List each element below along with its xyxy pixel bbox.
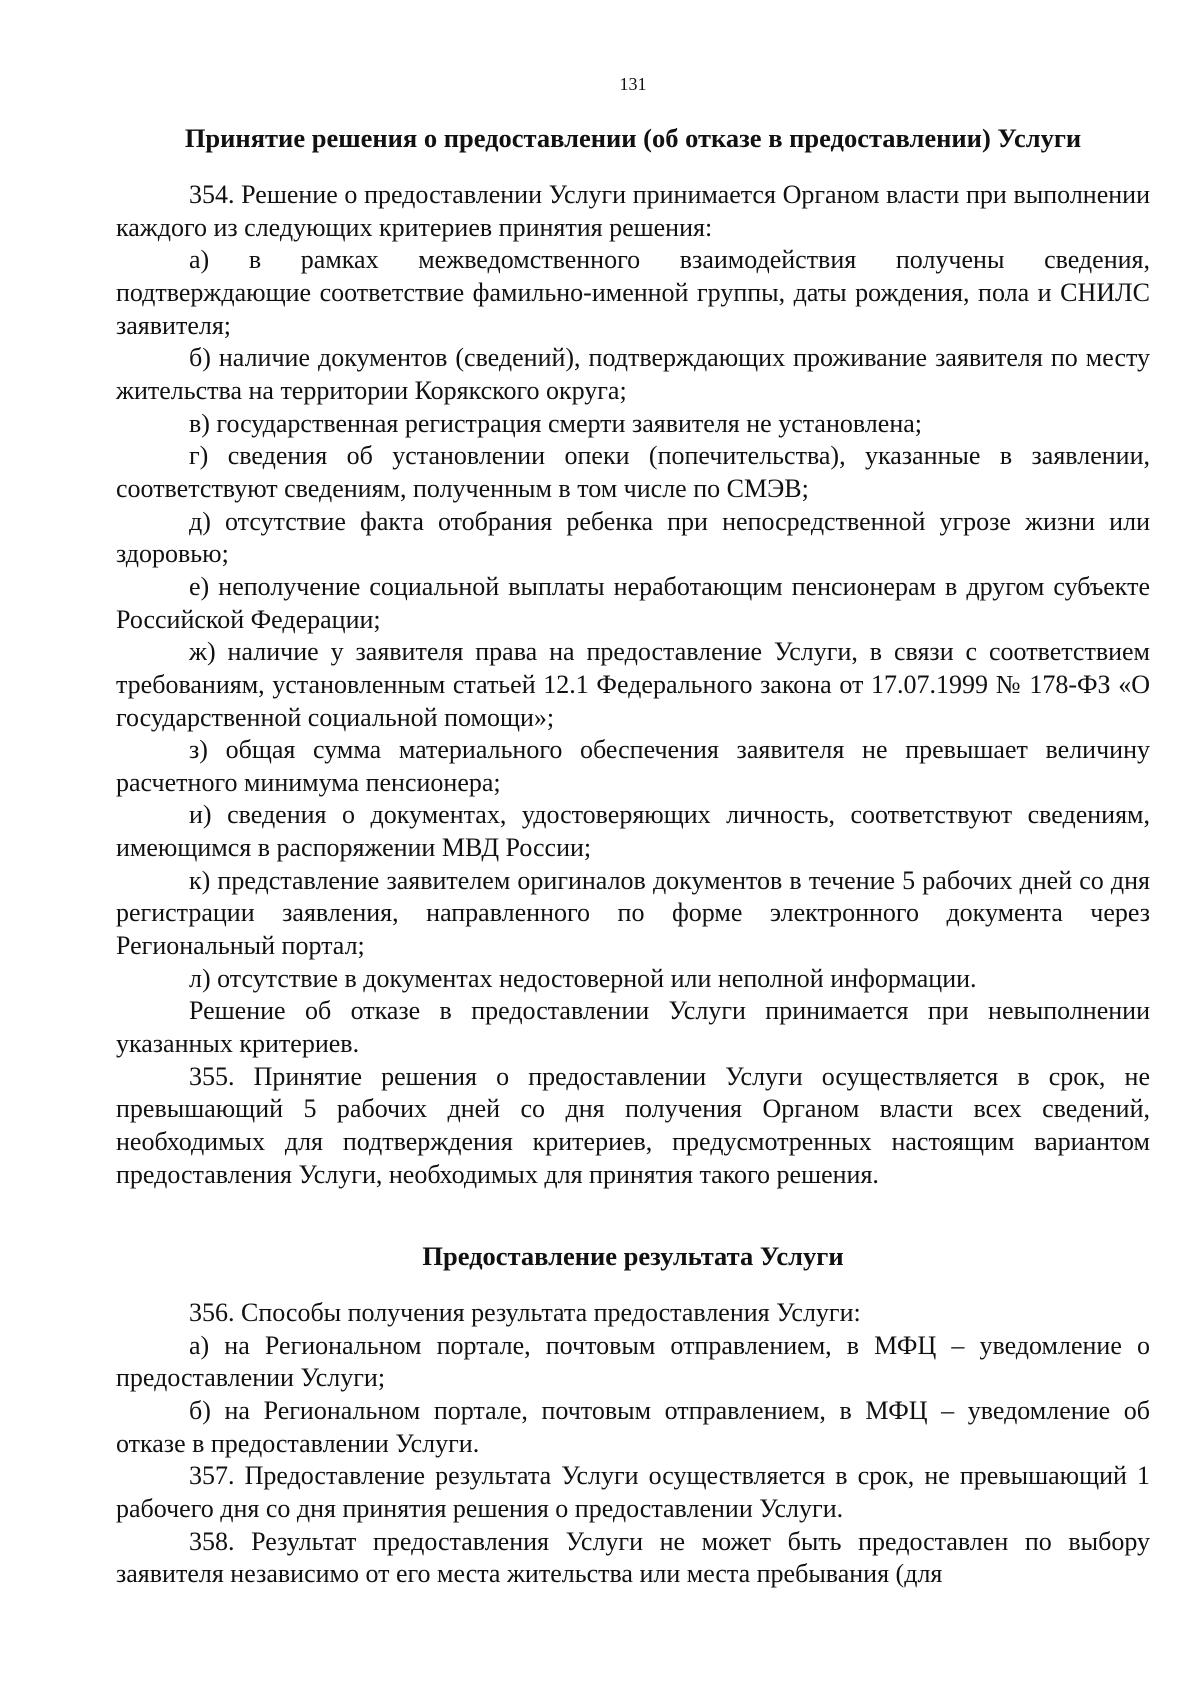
paragraph-refusal: Решение об отказе в предоставлении Услуги принимается при невыполнении указанных критериев. [116,996,1150,1059]
paragraph-354-k: к) представление заявителем оригиналов документов в течение 5 рабочих дней со дня регистрации заявления, направленного по форме электронного документа через Региональный портал; [116,865,1150,961]
paragraph-354-g: г) сведения об установлении опеки (попечительства), указанные в заявлении, соответствуют сведениям, полученным в том числе по СМЭВ; [116,441,1150,503]
paragraph-354-b: б) наличие документов (сведений), подтверждающих проживание заявителя по месту жительства на территории Корякского округа; [116,343,1150,405]
paragraph-354-z: з) общая сумма материального обеспечения заявителя не превышает величину расчетного минимума пенсионера; [116,735,1150,797]
paragraph-358: 358. Результат предоставления Услуги не может быть предоставлен по выбору заявителя независимо от его места жительства или места пребывания (для [116,1526,1150,1589]
section-heading-decision: Принятие решения о предоставлении (об отказе в предоставлении) Услуги [184,123,1082,153]
paragraph-354-l: л) отсутствие в документах недостоверной или неполной информации. [189,963,977,993]
paragraph-356-a: а) на Региональном портале, почтовым отправлением, в МФЦ – уведомление о предоставлении Услуги; [116,1330,1150,1393]
paragraph-354-i: и) сведения о документах, удостоверяющих личность, соответствуют сведениям, имеющимся в распоряжении МВД России; [116,800,1150,863]
paragraph-355: 355. Принятие решения о предоставлении Услуги осуществляется в срок, не превышающий 5 рабочих дней со дня получения Органом власти всех сведений, необходимых для подтверждения критериев, предусмотренных настоящим вариантом предоставления Услуги, необходимых для принятия такого решения. [116,1061,1150,1189]
paragraph-354-a: а) в рамках межведомственного взаимодействия получены сведения, подтверждающие соответствие фамильно-именной группы, даты рождения, пола и СНИЛС заявителя; [116,245,1150,340]
section-result [116,1297,1150,1591]
section-heading-result: Предоставление результата Услуги [422,1241,844,1271]
paragraph-356: 356. Способы получения результата предоставления Услуги: [189,1298,861,1327]
paragraph-354-d: д) отсутствие факта отобрания ребенка при непосредственной угрозе жизни или здоровью; [116,506,1150,569]
paragraph-354: 354. Решение о предоставлении Услуги принимается Органом власти при выполнении каждого из следующих критериев принятия решения: [116,180,1150,242]
paragraph-354-e: е) неполучение социальной выплаты неработающим пенсионерам в другом субъекте Российской Федерации; [116,571,1150,634]
paragraph-354-v: в) государственная регистрация смерти заявителя не установлена; [189,408,923,438]
page-number: 131 [619,74,647,94]
section-decision [116,179,1150,1191]
paragraph-357: 357. Предоставление результата Услуги осуществляется в срок, не превышающий 1 рабочего дня со дня принятия решения о предоставлении Услуги. [116,1461,1150,1523]
paragraph-356-b: б) на Региональном портале, почтовым отправлением, в МФЦ – уведомление об отказе в предоставлении Услуги. [116,1395,1150,1458]
paragraph-354-zh: ж) наличие у заявителя права на предоставление Услуги, в связи с соответствием требованиям, установленным статьей 12.1 Федерального закона от 17.07.1999 № 178-ФЗ «О государственной социальной помощи»; [116,637,1150,732]
